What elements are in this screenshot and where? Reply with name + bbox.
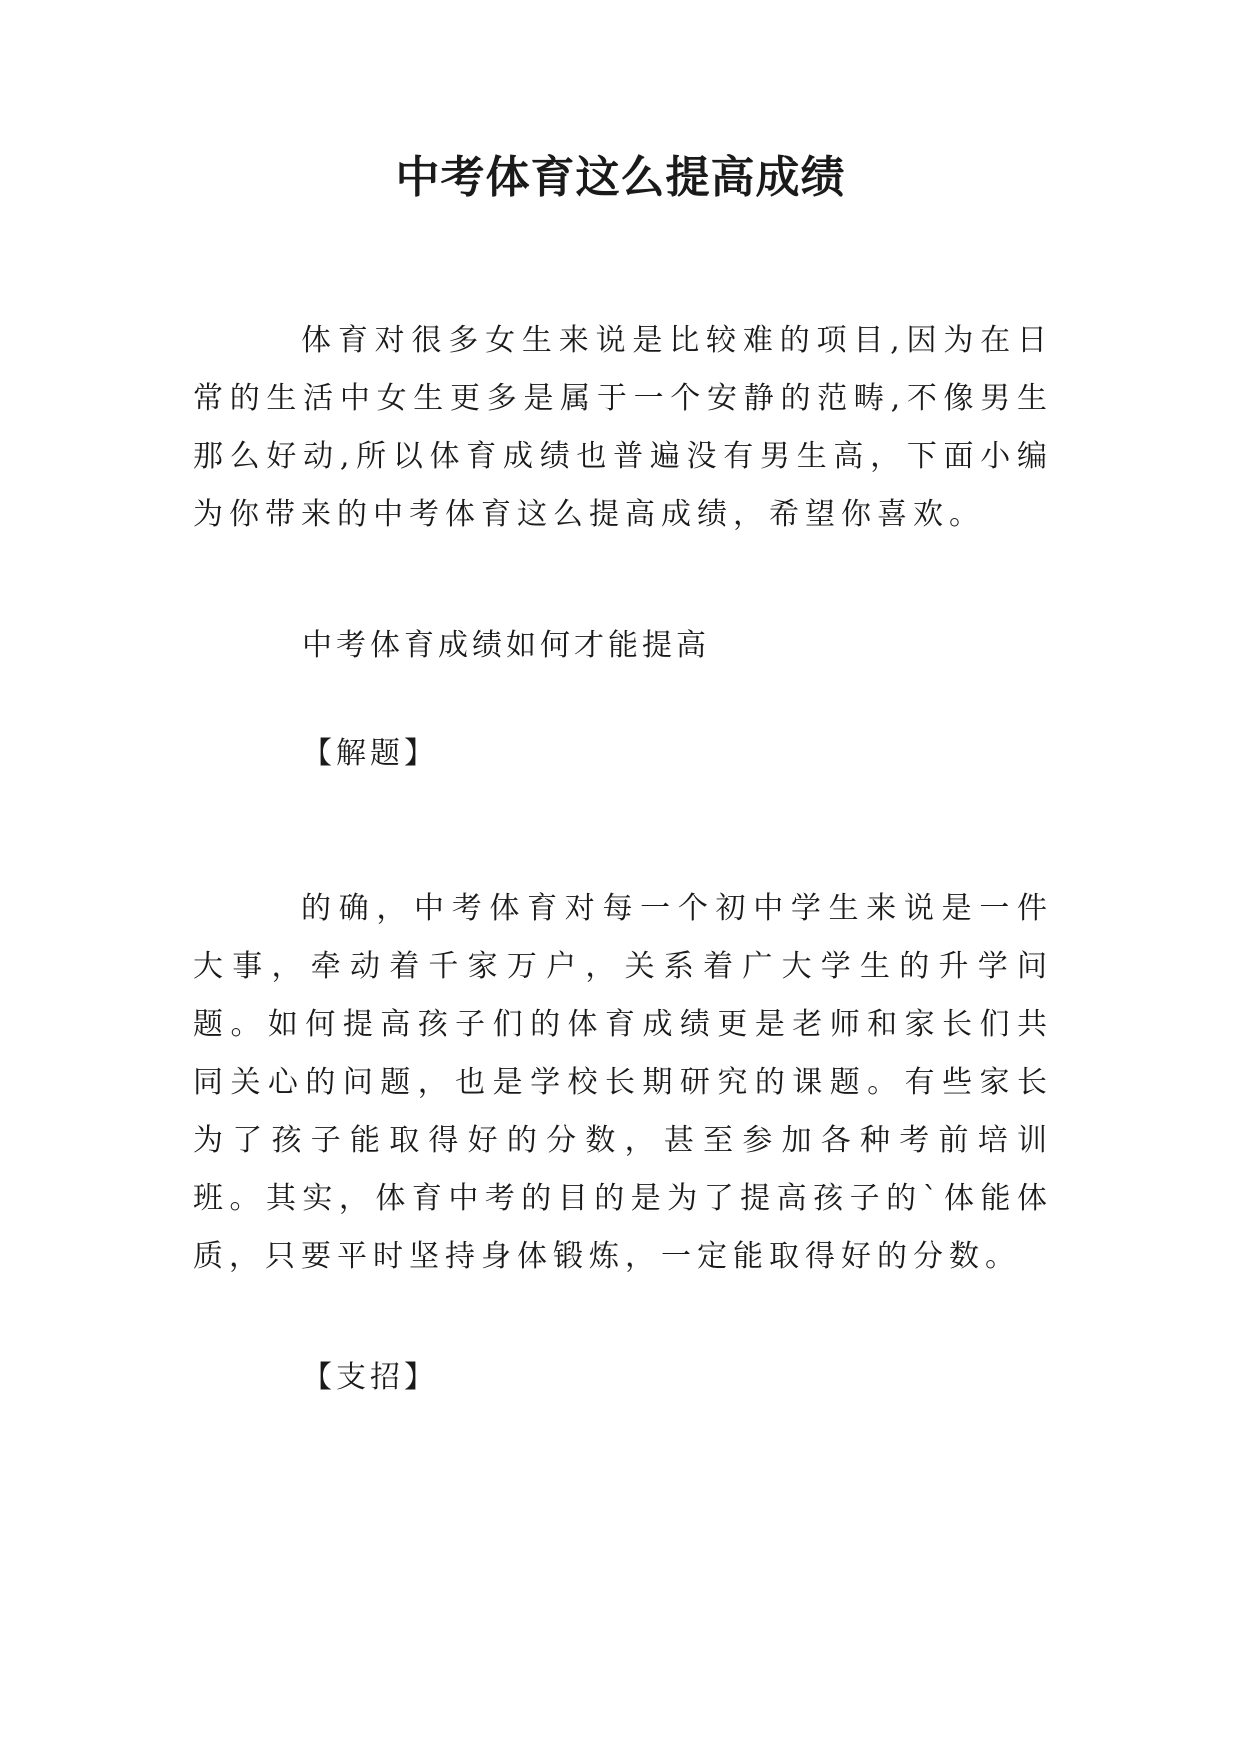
label-jieti: 【解题】: [302, 736, 438, 771]
label-zhizhao: 【支招】: [302, 1360, 438, 1395]
intro-paragraph: 体育对很多女生来说是比较难的项目,因为在日常的生活中女生更多是属于一个安静的范畴,不像男生那么好动,所以体育成绩也普遍没有男生高，下面小编为你带来的中考体育这么提高成绩，希望你喜欢。: [193, 323, 1053, 532]
section-heading: 中考体育成绩如何才能提高: [302, 628, 710, 663]
body-paragraph: 的确，中考体育对每一个初中学生来说是一件大事，牵动着千家万户，关系着广大学生的升学问题。如何提高孩子们的体育成绩更是老师和家长们共同关心的问题，也是学校长期研究的课题。有些家长为了孩子能取得好的分数，甚至参加各种考前培训班。其实，体育中考的目的是为了提高孩子的`体能体质，只要平时坚持身体锻炼，一定能取得好的分数。: [193, 891, 1053, 1274]
body-block: [193, 880, 1053, 1286]
document-title: 中考体育这么提高成绩: [395, 152, 846, 203]
intro-block: [193, 312, 1053, 544]
